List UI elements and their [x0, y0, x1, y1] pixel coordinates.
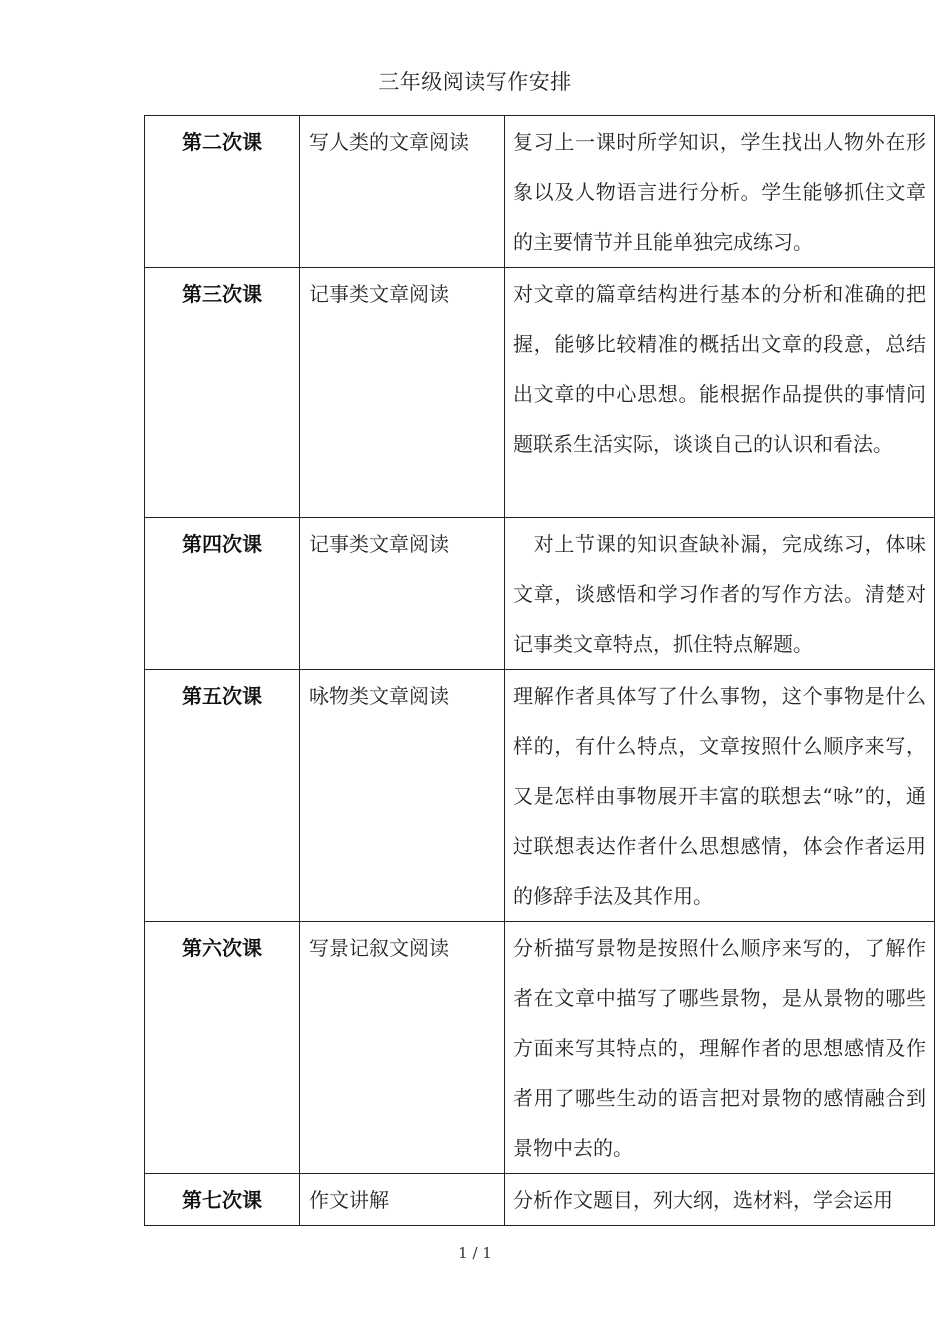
lesson-topic: 记事类文章阅读: [309, 282, 449, 306]
topic-cell: [300, 518, 505, 670]
lesson-topic: 写人类的文章阅读: [309, 130, 469, 154]
topic-cell: [300, 1174, 505, 1226]
lesson-description: 分析描写景物是按照什么顺序来写的，了解作者在文章中描写了哪些景物，是从景物的哪些方面来写其特点的，理解作者的思想感情及作者用了哪些生动的语言把对景物的感情融合到景物中去的。: [513, 936, 926, 1160]
lesson-description: 对文章的篇章结构进行基本的分析和准确的把握，能够比较精准的概括出文章的段意，总结出文章的中心思想。能根据作品提供的事情问题联系生活实际，谈谈自己的认识和看法。: [513, 282, 926, 456]
lesson-topic: 写景记叙文阅读: [309, 936, 449, 960]
lesson-cell: [145, 268, 300, 518]
lesson-cell: [145, 116, 300, 268]
table-row: [145, 1174, 935, 1226]
lesson-number: 第二次课: [182, 130, 262, 154]
description-cell: [505, 518, 935, 670]
topic-cell: [300, 116, 505, 268]
lesson-topic: 咏物类文章阅读: [309, 684, 449, 708]
lesson-cell: [145, 518, 300, 670]
description-cell: [505, 268, 935, 518]
lesson-topic: 作文讲解: [309, 1188, 389, 1212]
lesson-description: 复习上一课时所学知识，学生找出人物外在形象以及人物语言进行分析。学生能够抓住文章的主要情节并且能单独完成练习。: [513, 130, 926, 254]
description-cell: [505, 1174, 935, 1226]
lesson-topic: 记事类文章阅读: [309, 532, 449, 556]
page-title: 三年级阅读写作安排: [378, 70, 572, 94]
table-row: [145, 268, 935, 518]
table-row: [145, 116, 935, 268]
lesson-number: 第三次课: [182, 282, 262, 306]
lesson-number: 第六次课: [182, 936, 262, 960]
table-row: [145, 518, 935, 670]
topic-cell: [300, 268, 505, 518]
page-number: 1 / 1: [458, 1244, 492, 1262]
topic-cell: [300, 922, 505, 1174]
lesson-description: 理解作者具体写了什么事物，这个事物是什么样的，有什么特点，文章按照什么顺序来写，又是怎样由事物展开丰富的联想去“咏”的，通过联想表达作者什么思想感情，体会作者运用的修辞手法及其作用。: [513, 684, 926, 908]
lesson-number: 第五次课: [182, 684, 262, 708]
lesson-cell: [145, 922, 300, 1174]
lesson-description: 对上节课的知识查缺补漏，完成练习，体味文章，谈感悟和学习作者的写作方法。清楚对记事类文章特点，抓住特点解题。: [513, 532, 926, 656]
description-cell: [505, 670, 935, 922]
lesson-number: 第七次课: [182, 1188, 262, 1212]
topic-cell: [300, 670, 505, 922]
table-row: [145, 670, 935, 922]
lesson-number: 第四次课: [182, 532, 262, 556]
lesson-cell: [145, 1174, 300, 1226]
table-row: [145, 922, 935, 1174]
description-cell: [505, 116, 935, 268]
lesson-description: 分析作文题目，列大纲，选材料，学会运用: [513, 1188, 893, 1212]
lesson-cell: [145, 670, 300, 922]
schedule-table: [144, 115, 935, 1226]
description-cell: [505, 922, 935, 1174]
